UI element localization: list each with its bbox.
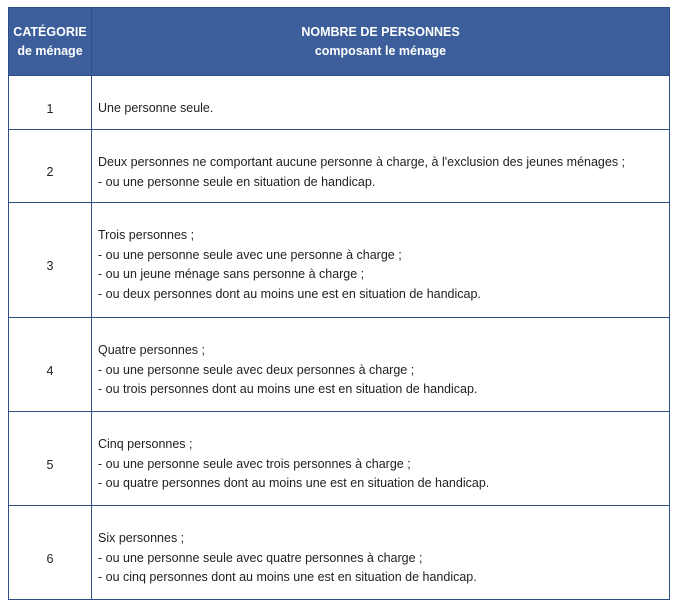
- description-cell: [92, 76, 670, 130]
- table-row: [9, 76, 670, 130]
- table-row: [9, 318, 670, 412]
- category-header-line2: de ménage: [17, 43, 83, 58]
- description-line: - ou une personne seule avec trois personnes à charge ;: [98, 456, 411, 471]
- table-row: [9, 203, 670, 318]
- description-cell: [92, 203, 670, 318]
- description-line: Deux personnes ne comportant aucune personne à charge, à l'exclusion des jeunes ménages ;: [98, 155, 626, 169]
- description-cell: [92, 130, 670, 203]
- description-line: - ou un jeune ménage sans personne à charge ;: [98, 267, 365, 281]
- category-cell: 2: [9, 130, 92, 203]
- people-count-column-header: [92, 8, 670, 76]
- category-cell: 3: [9, 203, 92, 318]
- description-line: - ou une personne seule avec une personne à charge ;: [98, 247, 402, 262]
- description-cell: [92, 506, 670, 600]
- description-line: Quatre personnes ;: [98, 343, 206, 357]
- table-row: [9, 506, 670, 600]
- description-line: - ou trois personnes dont au moins une est en situation de handicap.: [98, 382, 478, 396]
- description-line: - ou deux personnes dont au moins une est en situation de handicap.: [98, 286, 481, 301]
- description-line: Une personne seule.: [98, 101, 214, 115]
- description-line: Six personnes ;: [98, 531, 185, 545]
- description-line: Cinq personnes ;: [98, 437, 193, 451]
- household-category-table: [8, 7, 670, 600]
- category-cell: 1: [9, 76, 92, 130]
- category-cell: 4: [9, 318, 92, 412]
- description-line: - ou une personne seule en situation de handicap.: [98, 174, 376, 189]
- description-line: - ou quatre personnes dont au moins une est en situation de handicap.: [98, 476, 490, 490]
- description-cell: [92, 412, 670, 506]
- description-line: - ou une personne seule avec quatre personnes à charge ;: [98, 550, 423, 565]
- header-row: [9, 8, 670, 76]
- description-line: - ou une personne seule avec deux personnes à charge ;: [98, 362, 415, 377]
- description-line: - ou cinq personnes dont au moins une est en situation de handicap.: [98, 570, 477, 584]
- count-header-line2: composant le ménage: [314, 43, 447, 58]
- table-row: [9, 130, 670, 203]
- table-header: [9, 8, 670, 76]
- category-header-line1: CATÉGORIE: [13, 24, 87, 39]
- category-cell: 5: [9, 412, 92, 506]
- category-column-header: [9, 8, 92, 76]
- table-row: [9, 412, 670, 506]
- description-line: Trois personnes ;: [98, 228, 195, 242]
- category-cell: 6: [9, 506, 92, 600]
- description-cell: [92, 318, 670, 412]
- table-body: [9, 76, 670, 600]
- count-header-line1: NOMBRE DE PERSONNES: [301, 24, 460, 39]
